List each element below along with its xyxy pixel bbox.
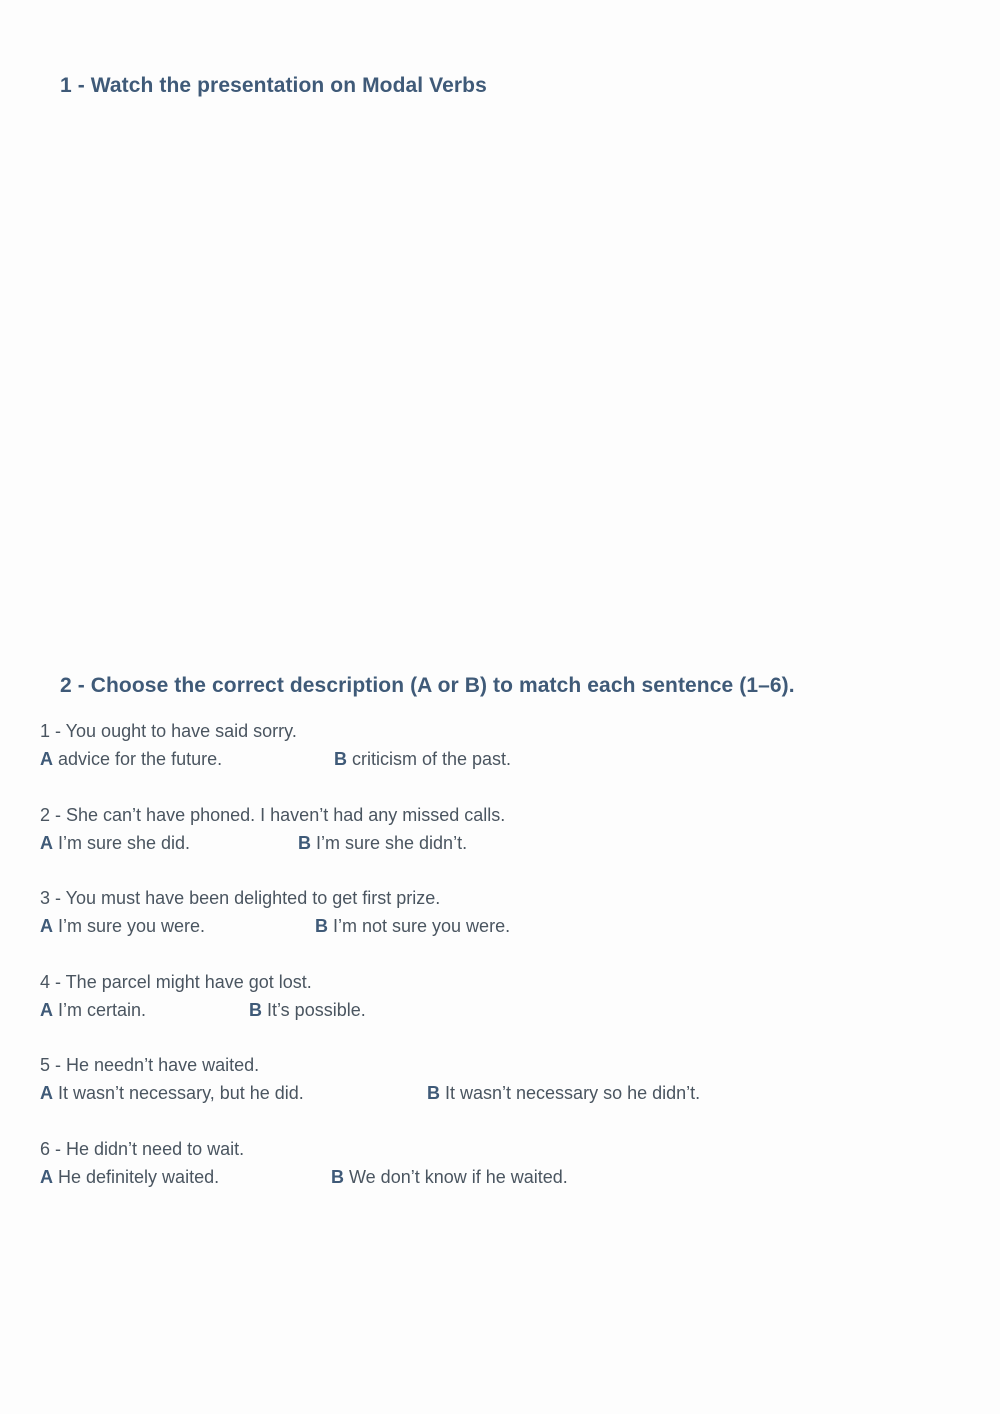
option-letter: A [40,916,53,936]
option-text: I’m certain. [53,999,147,1020]
section-1-heading: 1 - Watch the presentation on Modal Verbs [60,74,487,97]
option-a[interactable] [40,912,205,940]
question-5 [40,1051,960,1107]
option-letter: B [249,999,262,1020]
option-b[interactable] [298,829,467,857]
question-6 [40,1135,960,1191]
question-text: 5 - He needn’t have waited. [40,1055,260,1075]
question-1 [40,717,960,773]
question-text: 3 - You must have been delighted to get first prize. [40,888,441,908]
option-text: criticism of the past. [347,749,512,769]
option-text: advice for the future. [53,749,223,769]
option-letter: B [315,916,328,936]
option-a[interactable] [40,1163,219,1191]
options-row [40,996,960,1024]
option-text: We don’t know if he waited. [344,1166,568,1187]
question-text: 4 - The parcel might have got lost. [40,971,312,992]
option-b[interactable] [331,1163,568,1191]
option-letter: A [40,1166,53,1187]
option-text: It wasn’t necessary so he didn’t. [440,1083,701,1103]
options-row [40,829,960,857]
option-letter: B [331,1166,344,1187]
option-text: I’m sure you were. [53,916,206,936]
option-text: I’m not sure you were. [328,916,511,936]
option-text: I’m sure she didn’t. [311,832,468,853]
option-letter: A [40,999,53,1020]
option-b[interactable] [334,745,511,773]
option-letter: B [334,749,347,769]
option-text: He definitely waited. [53,1166,220,1187]
option-a[interactable] [40,1079,304,1107]
option-letter: B [427,1083,440,1103]
option-text: I’m sure she did. [53,832,191,853]
options-row [40,1163,960,1191]
options-row [40,1079,960,1107]
section-2-heading: 2 - Choose the correct description (A or B) to match each sentence (1–6). [60,674,795,697]
question-text: 1 - You ought to have said sorry. [40,721,297,741]
question-list [40,717,960,1218]
option-b[interactable] [315,912,510,940]
option-letter: A [40,1083,53,1103]
option-b[interactable] [249,996,366,1024]
options-row [40,912,960,940]
question-text: 2 - She can’t have phoned. I haven’t had any missed calls. [40,804,506,825]
option-text: It’s possible. [262,999,366,1020]
option-letter: B [298,832,311,853]
question-3 [40,884,960,940]
option-a[interactable] [40,745,222,773]
question-text: 6 - He didn’t need to wait. [40,1138,245,1159]
option-a[interactable] [40,996,146,1024]
question-2 [40,801,960,857]
option-text: It wasn’t necessary, but he did. [53,1083,304,1103]
option-letter: A [40,749,53,769]
question-4 [40,968,960,1024]
presentation-area[interactable] [40,120,960,640]
options-row [40,745,960,773]
option-a[interactable] [40,829,190,857]
option-letter: A [40,832,53,853]
option-b[interactable] [427,1079,700,1107]
